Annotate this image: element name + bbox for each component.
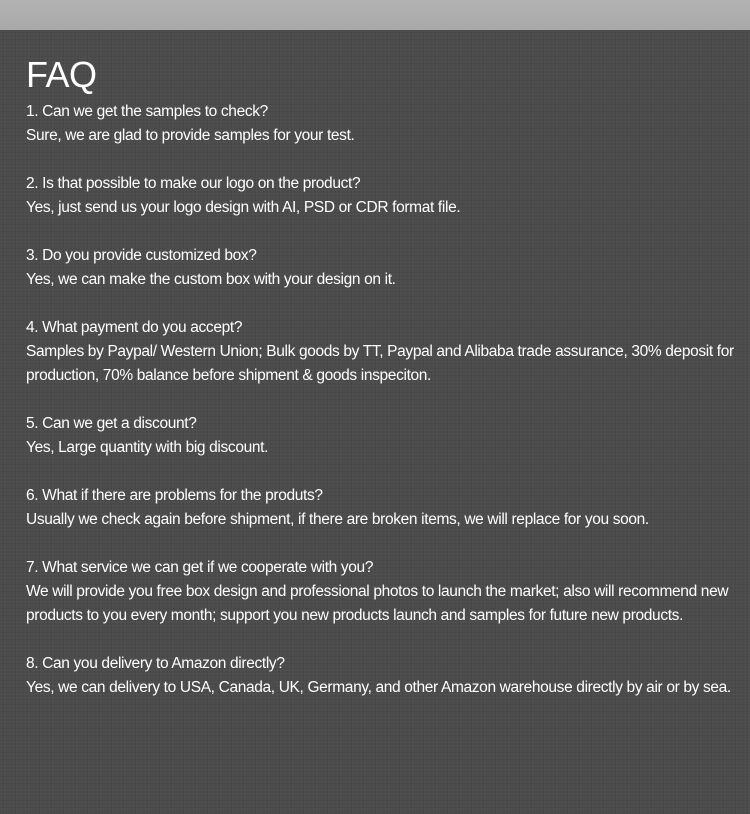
faq-answer: Yes, Large quantity with big discount. [26, 439, 269, 456]
faq-answer: Yes, just send us your logo design with AI, PSD or CDR format file. [26, 199, 461, 216]
faq-item-8 [26, 652, 738, 700]
faq-question: 4. What payment do you accept? [26, 319, 243, 336]
faq-question: 3. Do you provide customized box? [26, 247, 257, 264]
faq-item-3 [26, 244, 738, 292]
faq-question: 8. Can you delivery to Amazon directly? [26, 655, 285, 672]
faq-question: 5. Can we get a discount? [26, 415, 197, 432]
faq-item-5 [26, 412, 738, 460]
faq-answer: Yes, we can make the custom box with your design on it. [26, 271, 396, 288]
faq-item-6 [26, 484, 738, 532]
faq-answer: Samples by Paypal/ Western Union; Bulk goods by TT, Paypal and Alibaba trade assurance, 30% deposit for production, 70% balance before shipment & goods inspeciton. [26, 343, 734, 384]
faq-answer: Usually we check again before shipment, if there are broken items, we will replace for you soon. [26, 511, 649, 528]
faq-answer: Yes, we can delivery to USA, Canada, UK, Germany, and other Amazon warehouse directly by air or by sea. [26, 679, 731, 696]
faq-item-2 [26, 172, 738, 220]
faq-item-1 [26, 100, 738, 148]
faq-title: FAQ [26, 54, 97, 95]
faq-item-7 [26, 556, 738, 628]
faq-question: 6. What if there are problems for the produts? [26, 487, 323, 504]
faq-answer: We will provide you free box design and professional photos to launch the market; also will recommend new products to you every month; support you new products launch and samples for future new products. [26, 583, 729, 624]
faq-item-4 [26, 316, 738, 388]
faq-answer: Sure, we are glad to provide samples for your test. [26, 127, 355, 144]
faq-question: 1. Can we get the samples to check? [26, 103, 268, 120]
faq-question: 7. What service we can get if we cooperate with you? [26, 559, 374, 576]
faq-content [26, 52, 738, 724]
faq-question: 2. Is that possible to make our logo on the product? [26, 175, 361, 192]
top-bar [0, 0, 750, 30]
